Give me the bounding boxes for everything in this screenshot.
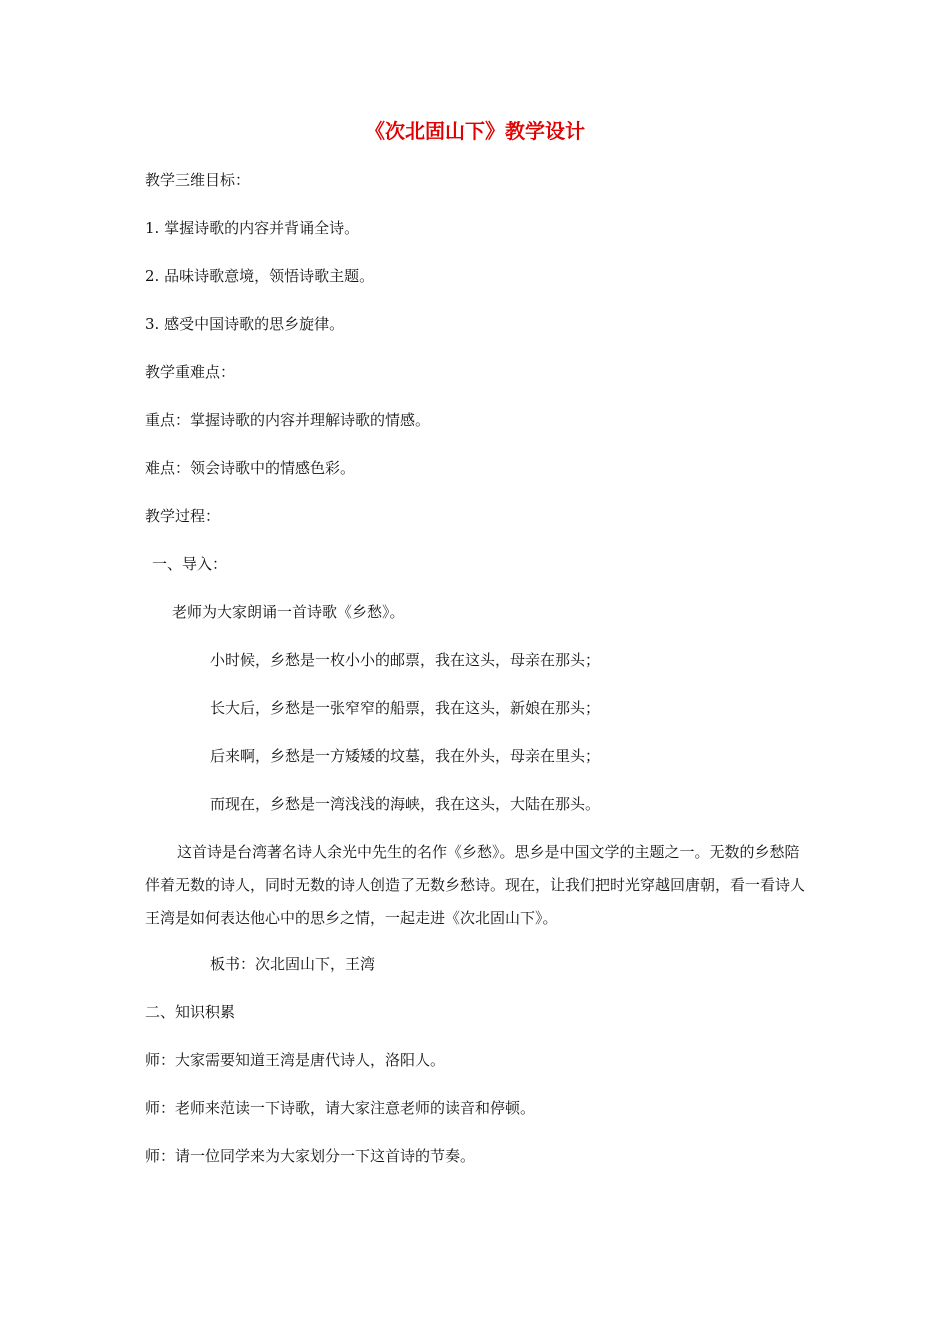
poem-line-4: 而现在，乡愁是一湾浅浅的海峡，我在这头，大陆在那头。	[210, 795, 601, 813]
commentary-paragraph: 这首诗是台湾著名诗人余光中先生的名作《乡愁》。思乡是中国文学的主题之一。无数的乡愁陪伴着无数的诗人，同时无数的诗人创造了无数乡愁诗。现在，让我们把时光穿越回唐朝，看一看诗人王湾是如何表达他心中的思乡之情，一起走进《次北固山下》。	[145, 843, 806, 927]
goal-item-3: 3. 感受中国诗歌的思乡旋律。	[145, 315, 345, 333]
teacher-line-2: 师：老师来范读一下诗歌，请大家注意老师的读音和停顿。	[145, 1099, 536, 1117]
goal-item-1: 1. 掌握诗歌的内容并背诵全诗。	[145, 219, 360, 237]
section-2-heading: 二、知识积累	[145, 1003, 236, 1021]
section-1-heading: 一、导入：	[152, 555, 228, 573]
process-heading: 教学过程：	[145, 507, 221, 525]
teacher-line-1: 师：大家需要知道王湾是唐代诗人，洛阳人。	[145, 1051, 446, 1069]
goal-item-2: 2. 品味诗歌意境，领悟诗歌主题。	[145, 267, 375, 285]
goals-heading: 教学三维目标：	[145, 171, 251, 189]
poem-line-2: 长大后，乡愁是一张窄窄的船票，我在这头，新娘在那头；	[210, 699, 601, 717]
difficult-point: 难点：领会诗歌中的情感色彩。	[145, 459, 356, 477]
key-difficult-heading: 教学重难点：	[145, 363, 236, 381]
teacher-line-3: 师：请一位同学来为大家划分一下这首诗的节奏。	[145, 1147, 476, 1165]
poem-line-1: 小时候，乡愁是一枚小小的邮票，我在这头，母亲在那头；	[210, 651, 601, 669]
intro-line: 老师为大家朗诵一首诗歌《乡愁》。	[172, 603, 405, 621]
key-point: 重点：掌握诗歌的内容并理解诗歌的情感。	[145, 411, 431, 429]
board-writing: 板书：次北固山下，王湾	[210, 955, 376, 973]
poem-line-3: 后来啊，乡愁是一方矮矮的坟墓，我在外头，母亲在里头；	[210, 747, 601, 765]
document-title: 《次北固山下》教学设计	[365, 119, 585, 143]
